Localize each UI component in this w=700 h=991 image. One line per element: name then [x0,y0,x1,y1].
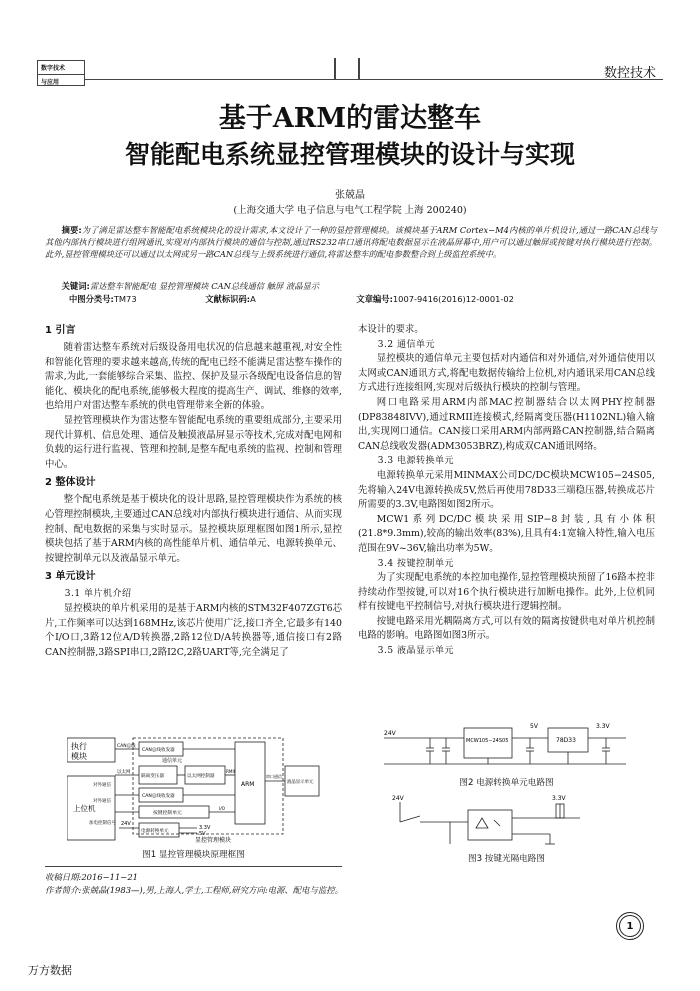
left-column [45,323,342,660]
fig2-input-label: 24V [384,730,396,737]
badge-top: 数字技术 [38,61,84,75]
fig2-5v-label: 5V [530,723,538,730]
subsection-heading: 3.4 按键控制单元 [377,558,454,569]
fig1-serial-label: 串口通信 [266,774,282,779]
paragraph: 为了实现配电系统的本控加电操作,显控管理模块预留了16路本控非持续动作型按键,可以对16个执行模块进行加断电操作。此外,上位机同样有按键电平控制信号,对执行模块进行逻辑控制。 [358,572,655,613]
footer-watermark: 万方数据 [28,964,72,977]
fig1-rmii-label: RMII [226,769,235,774]
paragraph: 电源转换单元采用MINMAX公司DC/DC模块MCW105−24S05,先将输入24V电源转换成5V,然后再使用78D33三端稳压器,转换成芯片所需要的3.3V,电路图如图2所示。 [358,469,655,511]
fig1-iso-trans-box: 隔离变压器 [141,774,164,779]
journal-badge [37,60,85,86]
meta-line [69,293,659,305]
fig1-5v-label: 5V [199,831,206,837]
author: 张兢晶 [335,190,365,201]
received-date: 收稿日期:2016−11−21 [45,872,138,882]
paragraph: 显控管理模块作为雷达整车智能配电系统的重要组成部分,主要采用现代计算机、信息处理、通信及触摸液晶屏显示等技术,完成对配电网和负载的运行进行监视、管理和控制,是整车配电系统的监视、控制和管理中心。 [45,414,342,470]
badge-bottom: 与应用 [41,79,60,86]
fig1-exec-label-2: 模块 [71,752,87,761]
paragraph: 按键电路采用光耦隔离方式,可以有效的隔离按键供电对单片机控制电路的影响。电路图如图3所示。 [358,615,655,642]
fig2-reg-label: 78D33 [556,737,576,744]
journal-name: 数控技术 [603,66,656,81]
paragraph: 显控模块的通信单元主要包括对内通信和对外通信,对外通信使用以太网或CAN通讯方式,将配电数据传输给上位机,对内通讯采用CAN总线方式进行连接组网,实现对后级执行模块的控制与管理。 [358,353,655,394]
title-line-1: 基于ARM的雷达整车 [218,103,482,134]
fig2-33v-label: 3.3V [596,723,610,730]
footnote-rule [45,866,342,867]
subsection-heading: 3.5 液晶显示单元 [377,646,454,657]
fig1-exec-label-1: 执行 [71,742,87,751]
fig1-ext-comm-label: 对外通信 [93,783,111,788]
section-3-heading: 3 单元设计 [45,571,96,583]
author-bio: 作者简介:张兢晶(1983—),男,上海人,学士,工程师,研究方向:电源、配电与监控。 [45,884,344,895]
figure-1-block-diagram [67,736,337,844]
affiliation: (上海交通大学 电子信息与电气工程学院 上海 200240) [233,205,467,216]
fig1-33v-label: 3.3V [199,825,211,831]
paragraph: 整个配电系统是基于模块化的设计思路,显控管理模块作为系统的核心管理控制模块,主要通过CAN总线对内部执行模块进行通信、从而实现控制、配电数据的采集与实时显示。显控模块原理框图如图1所示,显控模块包括了基于ARM内核的高性能单片机、通信单元、电源转换单元、按键控制单元以及液晶显示单元。 [45,494,343,564]
fig1-can-label: CAN总线 [117,744,136,749]
paragraph: MCW1系列DC/DC模块采用SIP−8封装,具有小体积(21.8*9.3mm),较高的输出效率(83%),且具有4:1宽输入特性,输入电压范围在9V~36V,输出功率为5W。 [358,513,655,554]
doc-label: 文献标识码: [205,294,251,304]
section-1-heading: 1 引言 [45,325,76,336]
subsection-heading: 3.1 单片机介绍 [64,589,132,600]
fig1-io-label: I/O [219,806,225,811]
fig1-power-unit-box: 电源转换单元 [141,829,169,834]
fig1-upper-comm-label: 对外通信 [93,799,111,804]
fig3-33v-label: 3.3V [552,795,566,802]
page-title [0,101,700,173]
figure-1-caption: 图1 显控管理模块原理框图 [142,850,245,860]
abstract [45,224,657,261]
page-number: 1 [626,920,634,932]
fig3-24v-label: 24V [392,795,404,802]
fig1-24v-label: 24V [121,821,131,827]
fig1-button-unit-box: 按键控制单元 [153,811,182,816]
figure-2-power-circuit [380,720,630,770]
keywords-text: 雷达整车智能配电 显控管理模块 CAN总线通信 触屏 液晶显示 [89,281,320,291]
fig1-lcd-box: 液晶显示单元 [287,780,314,785]
abstract-text: 为了满足雷达整车智能配电系统模块化的设计需求,本文设计了一种的显控管理模块。该模块基于ARM Cortex−M4内核的单片机设计,通过一路CAN总线与其他内部执行模块进行组网通讯,实现对内部执行模块的通信与控制,通过RS232串口通讯将配电数据显示在液晶屏幕中,用户可以通过触屏或按键对执行模块进行控制。此外,显控管理模块还可以通过以太网或另一路CAN总线与上级系统进行通信,将雷达整车的配电参数整合到上级监控系统中。 [45,225,657,260]
right-column [358,323,655,659]
keywords-label: 关键词: [61,281,90,291]
cls-label: 中图分类号: [69,294,114,304]
title-line-2: 智能配电系统显控管理模块的设计与实现 [124,140,575,169]
art-value: 1007-9416(2016)12-0001-02 [392,294,514,304]
keywords [45,280,657,292]
header-bars [334,58,360,80]
fig1-arm-box: ARM [241,781,255,788]
paragraph: 显控模块的单片机采用的是基于ARM内核的STM32F407ZGT6芯片,工作频率可以达到168MHz,该芯片使用广泛,接口齐全,它最多有140个I/O口,3路12位A/D转换器,2路12位D/A转换器等,通信接口有2路CAN控制器,3路SPI串口,2路I2C,2路UART等,完全满足了 [45,602,342,658]
cls-value: TM73 [113,294,137,304]
fig1-eth-phy-box: 以太网控制器 [187,774,215,779]
page-number-seal [616,912,644,940]
fig1-module-label: 显控管理模块 [195,837,232,844]
abstract-label: 摘要: [61,225,82,235]
doc-value: A [250,294,256,304]
art-label: 文章编号: [356,294,393,304]
fig1-can-rx-box-2: CAN总线收发器 [142,794,175,799]
paragraph: 随着雷达整车系统对后级设备用电状况的信息越来越重视,对安全性和智能化管理的要求越来越高,传统的配电已经不能满足雷达整车操作的需求,为此,一套能够综合采集、监控、保护及显示各级配电设备信息的智能化、模块化的配电系统,能够极大程度的提高生产、调试、维修的效率,也给用户对雷达整车系统的供电管理带来全新的体验。 [45,342,342,412]
fig2-module-label: MCW105−24S05 [466,738,509,744]
figure-3-caption: 图3 按键光隔电路图 [468,854,545,864]
paragraph: 网口电路采用ARM内部MAC控制器结合以太网PHY控制器(DP83848IVV),通过RMII连接模式,经隔离变压器(H1102NL)输入输出,实现网口通信。CAN接口采用ARM内部两路CAN控制器,结合隔离CAN总线收发器(ADM3053BRZ),构成双CAN通讯网络。 [358,396,655,452]
paragraph: 本设计的要求。 [358,324,424,335]
footnote [45,871,657,896]
subsection-heading: 3.3 电源转换单元 [377,456,454,467]
fig1-eth-label: 以太网 [117,770,131,775]
fig1-button-ctrl-label: 加电控制信号 [89,821,116,826]
subsection-heading: 3.2 通信单元 [377,339,435,350]
fig1-upper-label: 上位机 [73,804,96,813]
section-2-heading: 2 整体设计 [45,477,96,489]
header-rule [85,79,663,80]
fig1-can-rx-box: CAN总线收发器 [142,748,175,753]
figure-3-optocoupler-circuit [390,792,590,848]
fig1-comm-unit-label: 通信单元 [162,758,183,764]
figure-2-caption: 图2 电源转换单元电路图 [459,778,554,788]
